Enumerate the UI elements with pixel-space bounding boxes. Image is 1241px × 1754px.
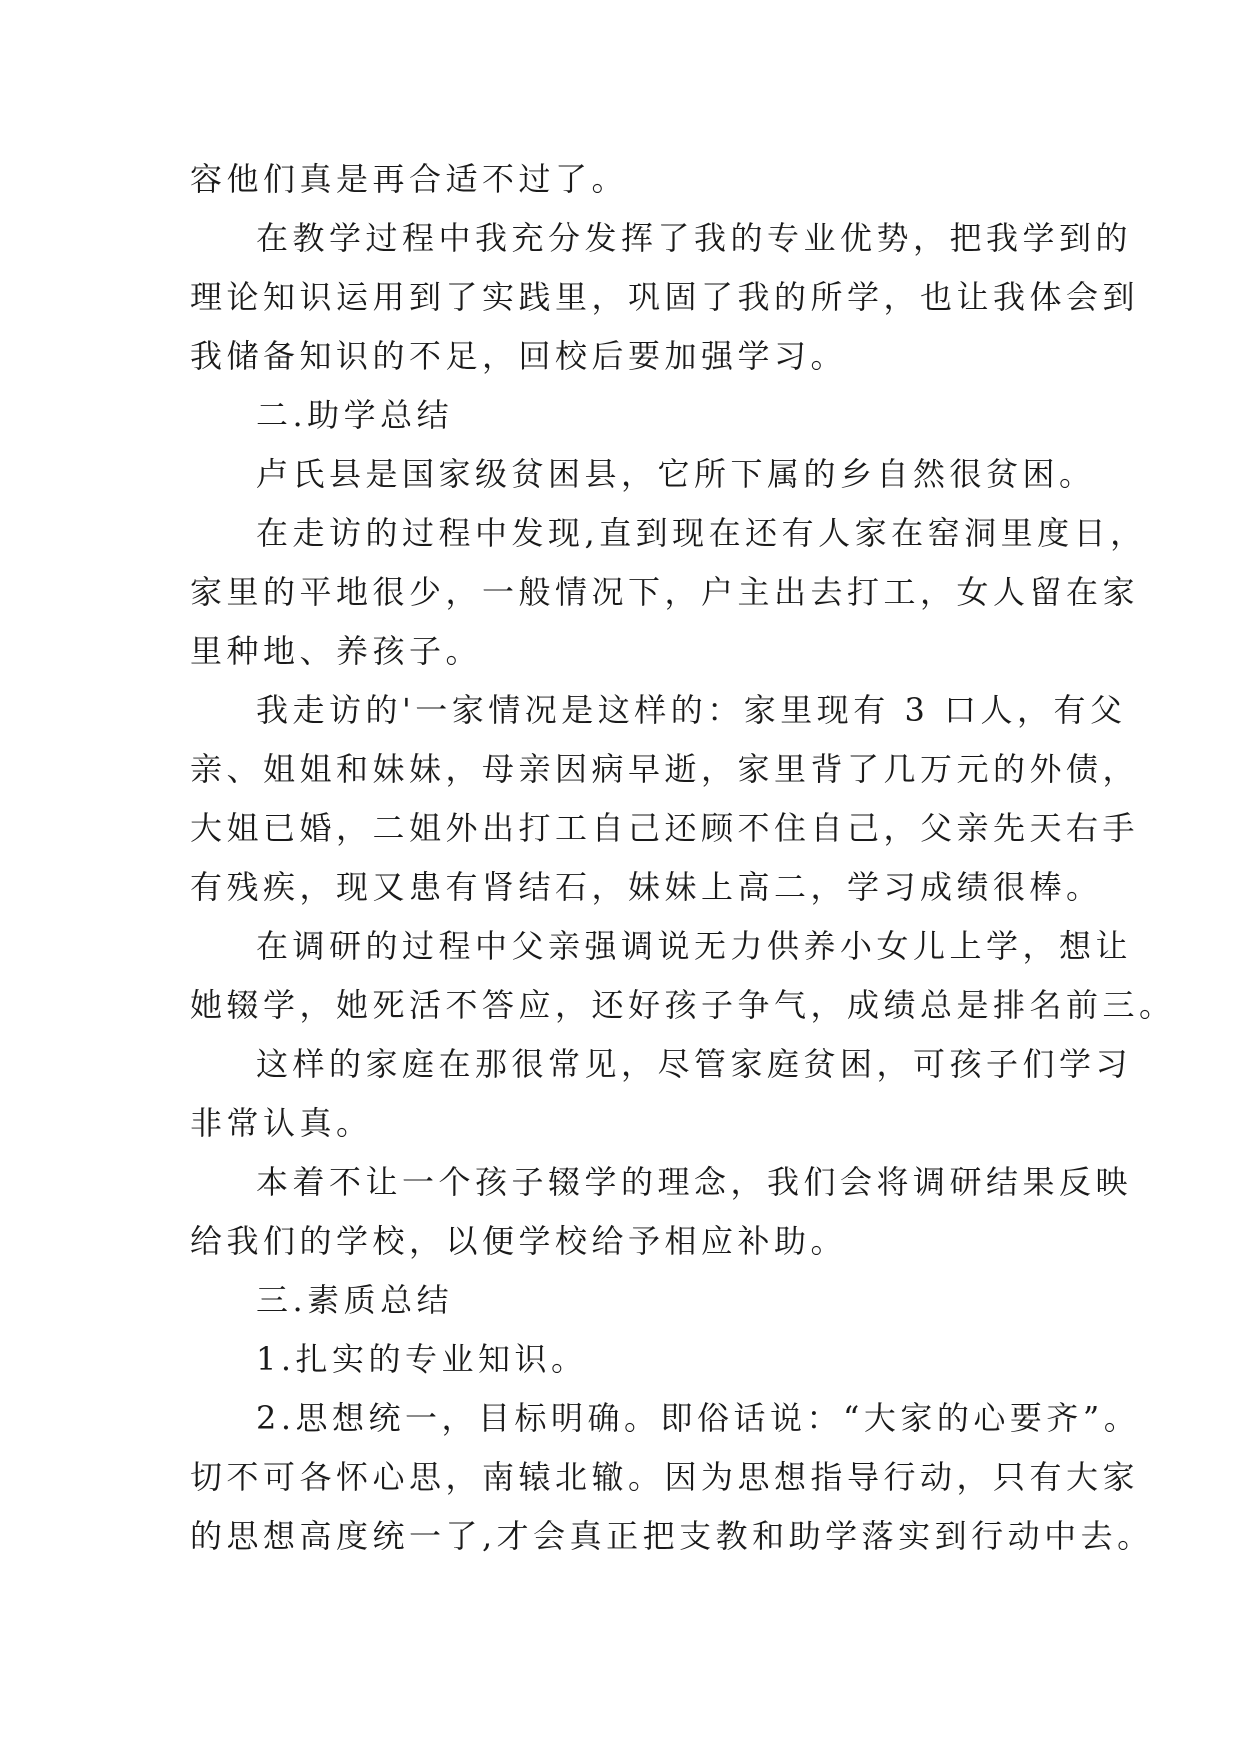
text-line: 在教学过程中我充分发挥了我的专业优势，把我学到的 [256, 219, 1133, 257]
list-item: 1.扎实的专业知识。 [256, 1340, 588, 1378]
text-line: 她辍学，她死活不答应，还好孩子争气，成绩总是排名前三。 [190, 986, 1176, 1024]
text-line: 在走访的过程中发现,直到现在还有人家在窑洞里度日， [256, 514, 1147, 552]
text-line: 的思想高度统一了,才会真正把支教和助学落实到行动中去。 [190, 1517, 1154, 1555]
document-body [190, 150, 1176, 1566]
text-line: 大姐已婚，二姐外出打工自己还顾不住自己，父亲先天右手 [190, 809, 1140, 847]
list-item: 2.思想统一，目标明确。即俗话说：“大家的心要齐”。 [256, 1399, 1141, 1437]
text-line: 在调研的过程中父亲强调说无力供养小女儿上学，想让 [256, 927, 1133, 965]
text-line: 里种地、养孩子。 [190, 632, 483, 670]
text-line: 本着不让一个孩子辍学的理念，我们会将调研结果反映 [256, 1163, 1133, 1201]
section-heading: 二.助学总结 [256, 396, 454, 434]
text-line: 给我们的学校，以便学校给予相应补助。 [190, 1222, 848, 1260]
text-line: 卢氏县是国家级贫困县，它所下属的乡自然很贫困。 [256, 455, 1096, 493]
text-line: 容他们真是再合适不过了。 [190, 160, 629, 198]
text-line: 我走访的'一家情况是这样的：家里现有 3 口人，有父 [256, 691, 1127, 729]
text-line: 非常认真。 [190, 1104, 373, 1142]
text-line: 切不可各怀心思，南辕北辙。因为思想指导行动，只有大家 [190, 1458, 1140, 1496]
text-line: 这样的家庭在那很常见，尽管家庭贫困，可孩子们学习 [256, 1045, 1133, 1083]
text-line: 有残疾，现又患有肾结石，妹妹上高二，学习成绩很棒。 [190, 868, 1103, 906]
text-line: 亲、姐姐和妹妹，母亲因病早逝，家里背了几万元的外债， [190, 750, 1140, 788]
section-heading: 三.素质总结 [256, 1281, 454, 1319]
text-line: 我储备知识的不足，回校后要加强学习。 [190, 337, 848, 375]
text-line: 理论知识运用到了实践里，巩固了我的所学，也让我体会到 [190, 278, 1140, 316]
text-line: 家里的平地很少，一般情况下，户主出去打工，女人留在家 [190, 573, 1140, 611]
